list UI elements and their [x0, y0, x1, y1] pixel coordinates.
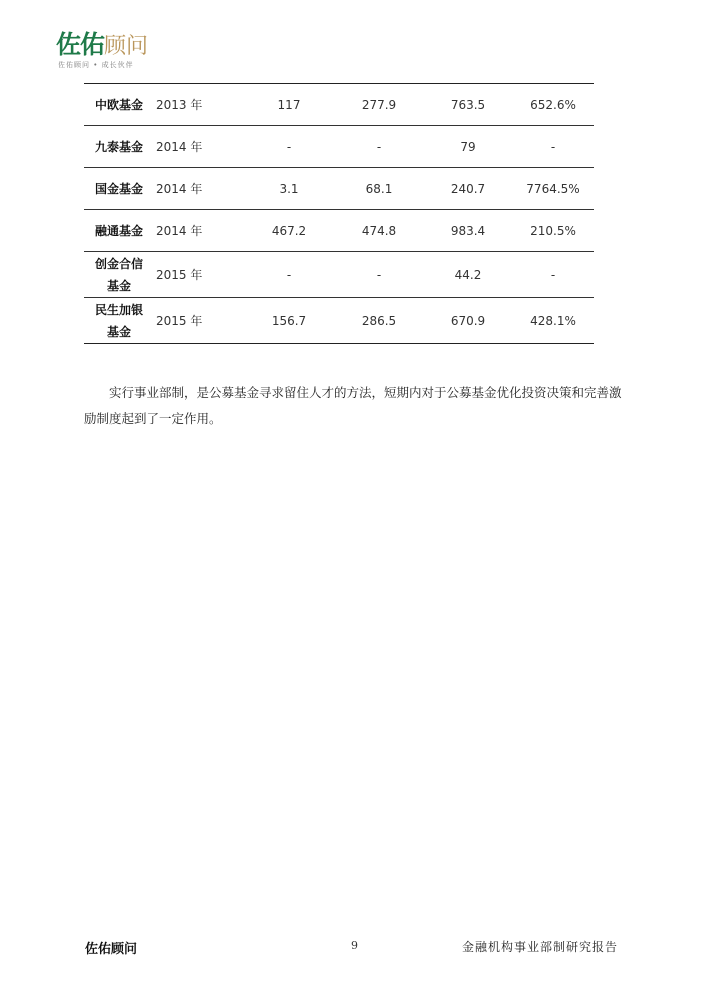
- fund-name-cell: 融通基金: [84, 210, 154, 252]
- table-row: [84, 252, 594, 298]
- year-cell: 2015 年: [154, 298, 244, 344]
- logo-tagline: 佐佑顾问 • 成长伙伴: [58, 61, 134, 69]
- fund-name-cell: 九泰基金: [84, 126, 154, 168]
- value-cell: -: [334, 252, 424, 298]
- year-cell: 2015 年: [154, 252, 244, 298]
- table-row: [84, 168, 594, 210]
- year-cell: 2013 年: [154, 84, 244, 126]
- fund-name-cell: 中欧基金: [84, 84, 154, 126]
- value-cell: 763.5: [424, 84, 512, 126]
- fund-name-cell: [84, 298, 154, 344]
- value-cell: 983.4: [424, 210, 512, 252]
- year-cell: 2014 年: [154, 168, 244, 210]
- value-cell: 79: [424, 126, 512, 168]
- growth-cell: 652.6%: [512, 84, 594, 126]
- company-logo: [56, 30, 166, 72]
- fund-name-cell: [84, 252, 154, 298]
- table-row: [84, 126, 594, 168]
- footer-report-title: 金融机构事业部制研究报告: [461, 940, 618, 954]
- value-cell: 670.9: [424, 298, 512, 344]
- growth-cell: -: [512, 252, 594, 298]
- footer-company: 佐佑顾问: [85, 942, 138, 957]
- value-cell: 467.2: [244, 210, 334, 252]
- value-cell: 3.1: [244, 168, 334, 210]
- value-cell: 68.1: [334, 168, 424, 210]
- value-cell: 44.2: [424, 252, 512, 298]
- value-cell: 156.7: [244, 298, 334, 344]
- fund-name-line2: 基金: [106, 278, 131, 293]
- value-cell: 117: [244, 84, 334, 126]
- value-cell: -: [244, 252, 334, 298]
- value-cell: 286.5: [334, 298, 424, 344]
- fund-name-line1: 民生加银: [94, 302, 143, 317]
- logo-text-gold: 顾问: [104, 34, 149, 59]
- fund-name-cell: 国金基金: [84, 168, 154, 210]
- fund-name-line2: 基金: [106, 324, 131, 339]
- growth-cell: 428.1%: [512, 298, 594, 344]
- value-cell: 240.7: [424, 168, 512, 210]
- table-row: [84, 210, 594, 252]
- page-number: 9: [351, 939, 358, 952]
- year-cell: 2014 年: [154, 126, 244, 168]
- fund-data-table: [84, 83, 594, 344]
- year-cell: 2014 年: [154, 210, 244, 252]
- logo-text-green: 佐佑: [56, 30, 105, 59]
- body-paragraph: 实行事业部制，是公募基金寻求留住人才的方法，短期内对于公募基金优化投资决策和完善激励制度起到了一定作用。: [84, 385, 622, 426]
- table-row: [84, 298, 594, 344]
- table-row: [84, 84, 594, 126]
- growth-cell: 210.5%: [512, 210, 594, 252]
- value-cell: 474.8: [334, 210, 424, 252]
- fund-name-line1: 创金合信: [94, 256, 143, 271]
- value-cell: 277.9: [334, 84, 424, 126]
- value-cell: -: [244, 126, 334, 168]
- growth-cell: 7764.5%: [512, 168, 594, 210]
- growth-cell: -: [512, 126, 594, 168]
- value-cell: -: [334, 126, 424, 168]
